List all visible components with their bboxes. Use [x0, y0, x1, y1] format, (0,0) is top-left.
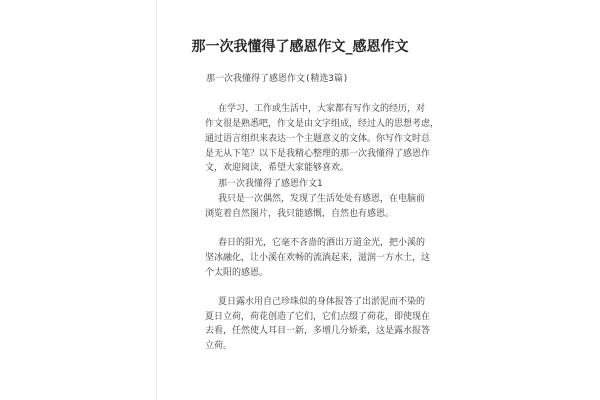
page-title: 那一次我懂得了感恩作文_感恩作文	[191, 39, 409, 55]
paragraph3-line-3: 去看，任然使人耳目一新，多增几分娇柔，这是露水报答	[205, 326, 431, 336]
paragraph3-line-2: 夏日立荷，荷花创造了它们，它们点缀了荷花，即使现在	[205, 312, 431, 322]
intro-line-5: 文，欢迎阅读，希望大家能够喜欢。	[205, 163, 350, 173]
section-heading: 那一次我懂得了感恩作文1	[218, 179, 323, 189]
paragraph3-line-1: 夏日露水用自己珍珠似的身体报答了出淤泥而不染的	[218, 297, 426, 307]
paragraph3-line-4: 立荷。	[205, 341, 233, 351]
paragraph2-line-2: 坚冰融化，让小溪在欢畅的流淌起来，滋润一方水土，这	[205, 253, 431, 263]
paragraph1-line-2: 浏览着自然图片，我只能感慨，自然也有感恩。	[205, 209, 395, 219]
paragraph2-line-1: 春日的阳光，它毫不吝啬的洒出万道金光，把小溪的	[218, 238, 426, 248]
paragraph1-line-1: 我只是一次偶然，发现了生活处处有感恩，在电脑前	[218, 194, 426, 204]
intro-line-3: 通过语言组织来表达一个主题意义的文体。你写作文时总	[205, 134, 431, 144]
paragraph2-line-3: 个太阳的感恩。	[205, 268, 269, 278]
intro-line-2: 作文很是熟悉吧，作文是由文字组成，经过人的思想考虑，	[205, 119, 440, 129]
intro-line-1: 在学习、工作或生活中，大家都有写作文的经历，对	[218, 104, 426, 114]
intro-line-4: 是无从下笔？以下是我精心整理的那一次我懂得了感恩作	[205, 149, 431, 159]
page-divider	[156, 0, 157, 400]
document-subtitle: 那一次我懂得了感恩作文(精选3篇)	[206, 74, 349, 84]
